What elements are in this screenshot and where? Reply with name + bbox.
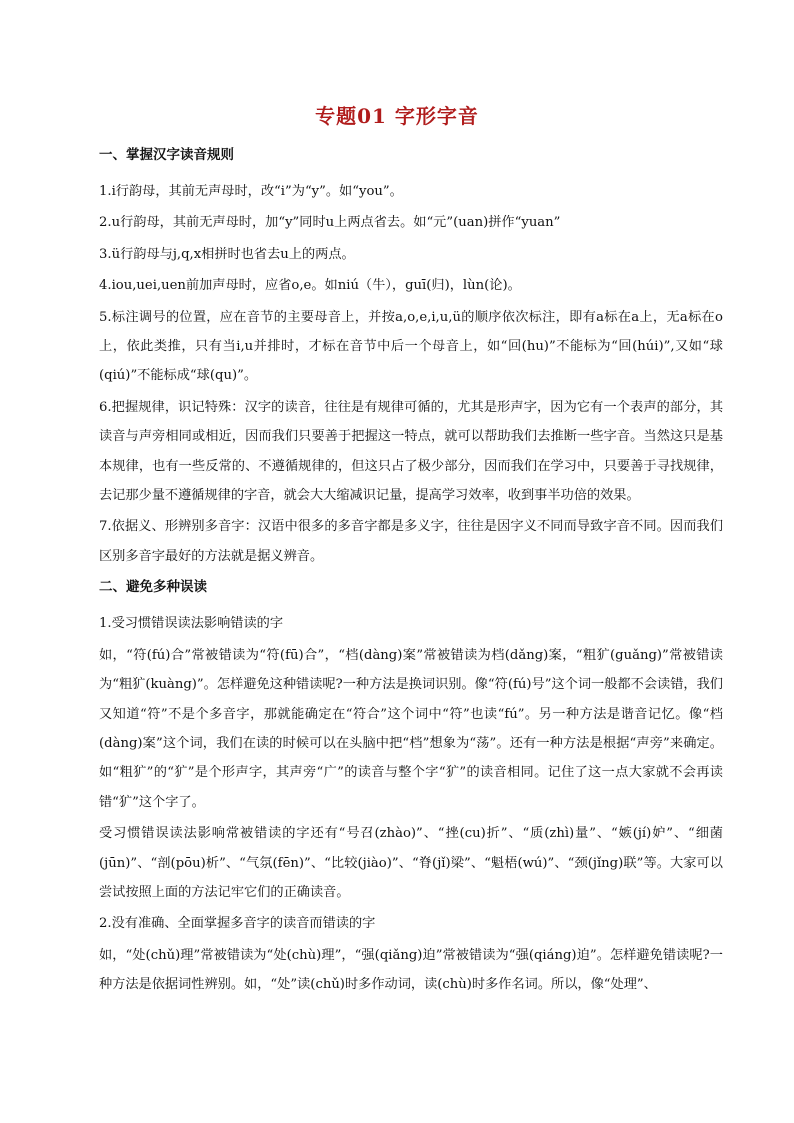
- rule-item-5: 5.标注调号的位置，应在音节的主要母音上，并按a,o,e,i,u,ü的顺序依次标注，即有a标在a上，无a标在o上，依此类推，只有当i,u并排时，才标在音节中后一个母音上，如“回(hu)”不能标为“回(húi)”,又如“球(qiú)”不能标成“球(qu)”。: [99, 309, 723, 384]
- rule-item-1: 1.i行韵母，其前无声母时，改“i”为“y”。如“you”。: [99, 184, 403, 199]
- paragraph-polyphonic-examples: 如，“处(chǔ)理”常被错读为“处(chù)理”，“强(qiǎng)迫”常被错读为“强(qiáng)迫”。怎样避免错读呢?一种方法是依据词性辨别。如，“处”读(chǔ)时多作动词，读(chù)时多作名词。所以，像“处理”、: [99, 947, 723, 993]
- section-heading-rules: 一、掌握汉字读音规则: [99, 147, 234, 163]
- rule-item-2: 2.u行韵母，其前无声母时，加“y”同时u上两点省去。如“元”(uan)拼作“yuan”: [99, 215, 561, 231]
- subsection-habitual-errors: 1.受习惯错误读法影响错读的字: [99, 616, 284, 632]
- document-body: [99, 145, 723, 1002]
- section-heading-misreading: 二、避免多种误读: [99, 579, 207, 596]
- rule-item-7: 7.依据义、形辨别多音字：汉语中很多的多音字都是多义字，往往是因字义不同而导致字音不同。因而我们区别多音字最好的方法就是据义辨音。: [99, 519, 723, 564]
- rule-item-3: 3.ü行韵母与j,q,x相拼时也省去u上的两点。: [99, 246, 355, 262]
- subsection-polyphonic: 2.没有准确、全面掌握多音字的读音而错读的字: [99, 916, 376, 932]
- page-title: 专题01 字形字音: [315, 104, 479, 128]
- rule-item-6: 6.把握规律，识记特殊：汉字的读音，往往是有规律可循的，尤其是形声字，因为它有一个表声的部分，其读音与声旁相同或相近，因而我们只要善于把握这一特点，就可以帮助我们去推断一些字音。当然这只是基本规律，也有一些反常的、不遵循规律的，但这只占了极少部分，因而我们在学习中，只要善于寻找规律，去记那少量不遵循规律的字音，就会大大缩减识记量，提高学习效率，收到事半功倍的效果。: [99, 399, 723, 504]
- rule-item-4: 4.iou,uei,uen前加声母时，应省o,e。如niú（牛），guī(归)，lùn(论)。: [99, 278, 521, 294]
- paragraph-habitual-examples: 如，“符(fú)合”常被错读为“符(fū)合”，“档(dàng)案”常被错读为档(dǎng)案，“粗犷(guǎng)”常被错读为“粗犷(kuàng)”。怎样避免这种错读呢?一种方法是换词识别。像“符(fú)号”这个词一般都不会读错，我们又知道“符”不是个多音字，那就能确定在“符合”这个词中“符”也读“fú”。另一种方法是谐音记忆。像“档(dàng)案”这个词，我们在读的时候可以在头脑中把“档”想象为“荡”。还有一种方法是根据“声旁”来确定。如“粗犷”的“犷”是个形声字，其声旁“广”的读音与整个字“犷”的读音相同。记住了这一点大家就不会再读错“犷”这个字了。: [99, 647, 723, 810]
- paragraph-more-examples: 受习惯错误读法影响常被错读的字还有“号召(zhào)”、“挫(cu)折”、“质(zhì)量”、“嫉(jí)妒”、“细菌(jūn)”、“剖(pōu)析”、“气氛(fēn)”、“比较(jiào)”、“脊(jǐ)梁”、“魁梧(wú)”、“颈(jǐng)联”等。大家可以尝试按照上面的方法记牢它们的正确读音。: [99, 826, 723, 900]
